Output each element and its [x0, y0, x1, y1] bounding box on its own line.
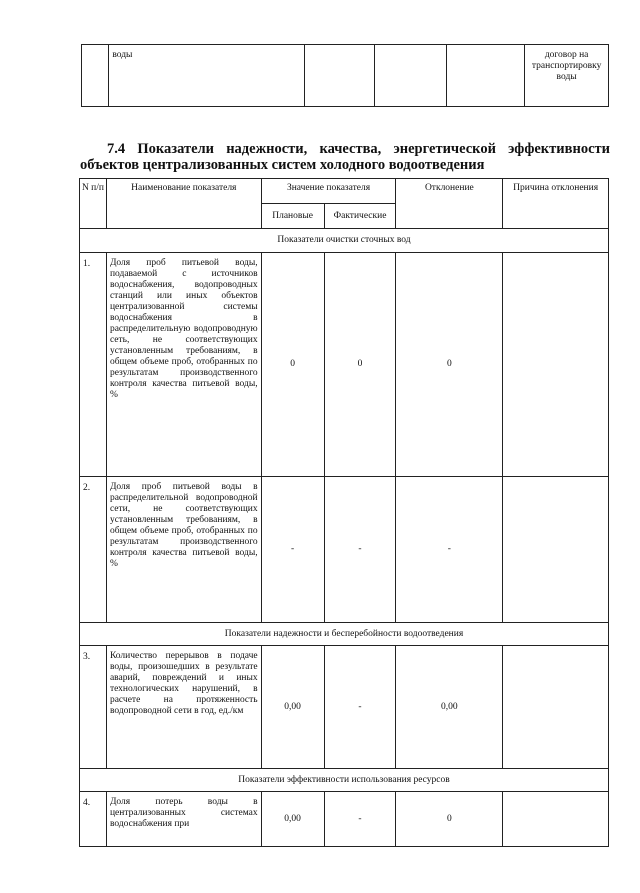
row-actual: 0 — [324, 253, 396, 477]
row-name: Доля проб питьевой воды в распределительной водопроводной сети, не соответствующих установленным требованиям, в общем объеме проб, отобранных по результатам производственного контроля качества питьевой воды, % — [106, 477, 261, 623]
row-deviation: 0 — [396, 792, 503, 847]
row-name: Доля потерь воды в централизованных системах водоснабжения при — [106, 792, 261, 847]
row-num: 4. — [80, 792, 107, 847]
row-num: 2. — [80, 477, 107, 623]
cell-text: договор на транспортировку воды — [531, 50, 602, 82]
table-row — [80, 477, 609, 623]
heading-line-1: 7.4 Показатели надежности, качества, энергетической эффективности — [107, 141, 610, 157]
header-deviation: Отклонение — [396, 179, 503, 229]
row-name: Количество перерывов в подаче воды, произошедших в результате аварий, повреждений и иных технологических нарушений, в расчете на протяженность водопроводной сети в год, ед./км — [106, 646, 261, 769]
row-deviation: 0 — [396, 253, 503, 477]
row-actual: - — [324, 477, 396, 623]
section-title: Показатели надежности и бесперебойности водоотведения — [80, 623, 609, 646]
table-cell — [109, 45, 305, 107]
table-cell — [82, 45, 109, 107]
indicators-table — [79, 178, 609, 847]
table-row — [80, 253, 609, 477]
header-name: Наименование показателя — [106, 179, 261, 229]
header-planned: Плановые — [261, 204, 324, 229]
row-reason — [503, 792, 609, 847]
row-planned: 0 — [261, 253, 324, 477]
header-value: Значение показателя — [261, 179, 396, 204]
table-row — [80, 646, 609, 769]
section-row — [80, 769, 609, 792]
row-name: Доля проб питьевой воды, подаваемой с источников водоснабжения, водопроводных станций или иных объектов централизованной системы водоснабжения в распределительную водопроводную сеть, не соответствующих установленным требованиям, в общем объеме проб, отобранных по результатам производственного контроля качества питьевой воды, % — [106, 253, 261, 477]
header-num: N п/п — [80, 179, 107, 229]
header-reason: Причина отклонения — [503, 179, 609, 229]
row-num: 3. — [80, 646, 107, 769]
section-row — [80, 623, 609, 646]
row-deviation: - — [396, 477, 503, 623]
table-cell — [525, 45, 609, 107]
table-cell — [447, 45, 525, 107]
cell-text: воды — [112, 50, 133, 60]
section-title: Показатели очистки сточных вод — [80, 229, 609, 253]
row-planned: 0,00 — [261, 792, 324, 847]
table-cell — [375, 45, 447, 107]
header-actual: Фактические — [324, 204, 396, 229]
row-actual: - — [324, 646, 396, 769]
row-planned: 0,00 — [261, 646, 324, 769]
section-title: Показатели эффективности использования ресурсов — [80, 769, 609, 792]
continued-table — [81, 44, 609, 107]
table-row — [80, 792, 609, 847]
section-heading — [80, 141, 610, 173]
row-reason — [503, 477, 609, 623]
heading-line-2: объектов централизованных систем холодного водоотведения — [80, 157, 485, 173]
table-cell — [304, 45, 374, 107]
row-num: 1. — [80, 253, 107, 477]
header-row — [80, 179, 609, 204]
row-reason — [503, 646, 609, 769]
row-planned: - — [261, 477, 324, 623]
row-actual: - — [324, 792, 396, 847]
row-reason — [503, 253, 609, 477]
section-row — [80, 229, 609, 253]
table-row — [82, 45, 609, 107]
row-deviation: 0,00 — [396, 646, 503, 769]
